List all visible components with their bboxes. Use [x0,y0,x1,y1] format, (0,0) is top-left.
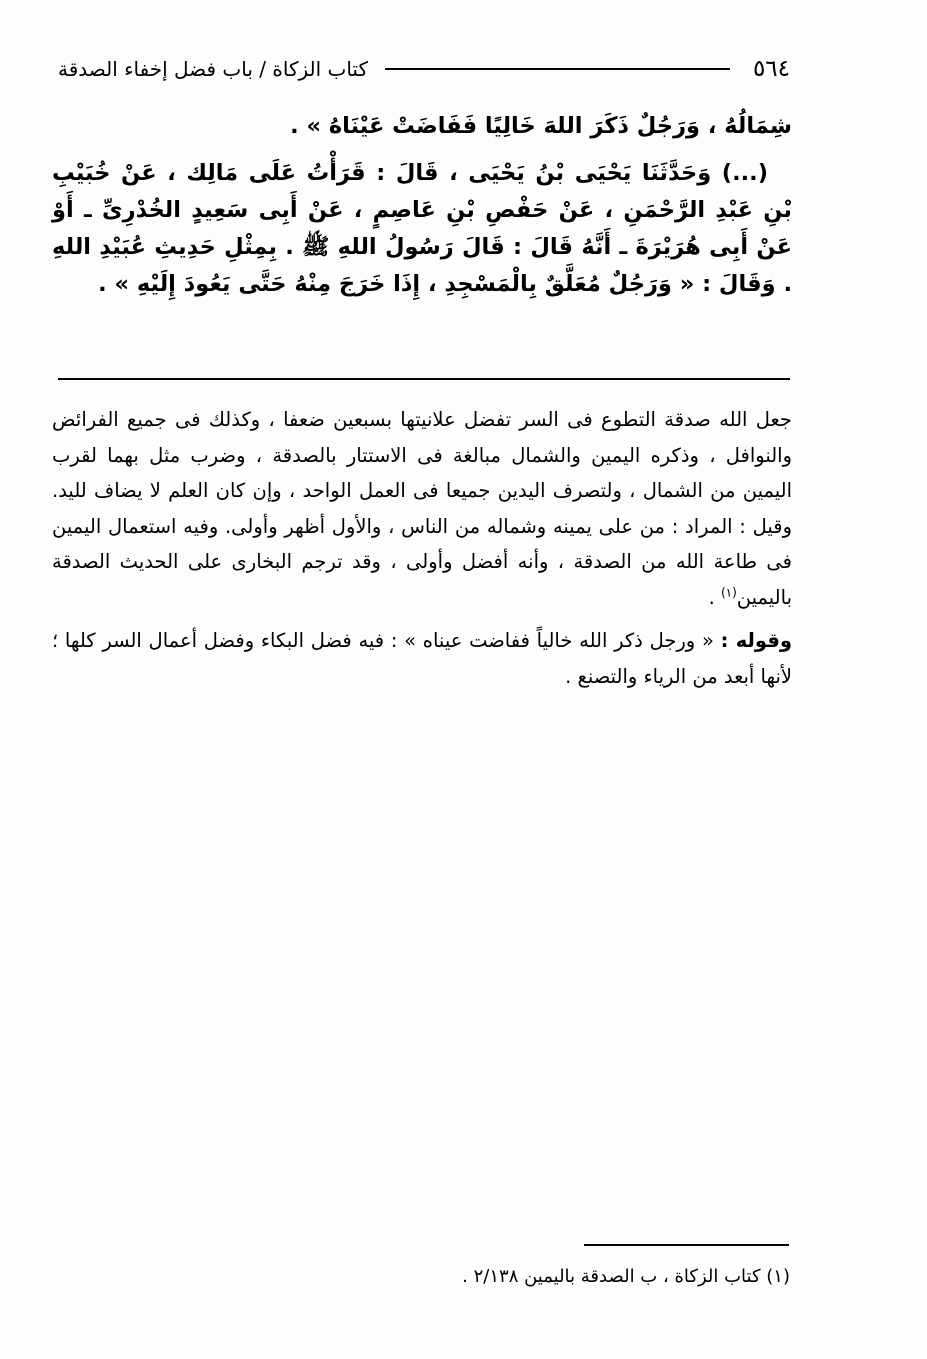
footnote: (١) كتاب الزكاة ، ب الصدقة باليمين ٢/١٣٨ . [462,1266,790,1287]
hadith-continuation: شِمَالُهُ ، وَرَجُلٌ ذَكَرَ اللهَ خَالِيًا فَفَاضَتْ عَيْنَاهُ » . [290,113,792,139]
commentary [52,402,792,702]
running-title: كتاب الزكاة / باب فضل إخفاء الصدقة [58,57,368,81]
hadith-text [52,108,792,313]
commentary-paragraph-end: . [708,585,721,609]
commentary-paragraph [52,623,792,694]
commentary-paragraph [52,402,792,615]
commentary-paragraph-text: « ورجل ذكر الله خالياً ففاضت عيناه » : فيه فضل البكاء وفضل أعمال السر كلها ؛ لأنها أبعد من الرياء والتصنع . [52,629,792,688]
commentary-paragraph-text: جعل الله صدقة التطوع فى السر تفضل علانيتها بسبعين ضعفا ، وكذلك فى جميع الفرائض والنوافل ، وذكره اليمين والشمال مبالغة فى الاستتار بالصدقة ، وضرب مثل بهما لقرب اليمين من الشمال ، ولتصرف اليدين جميعا فى العمل الواحد ، وإن كان العلم لا يضاف لليد. وقيل : المراد : من على يمينه وشماله من الناس ، والأول أظهر وأولى. وفيه استعمال اليمين فى طاعة الله من الصدقة ، وأنه أفضل وأولى ، وقد ترجم البخارى على الحديث الصدقة باليمين [52,408,792,609]
header-rule [385,68,730,70]
footnote-reference[interactable]: (١) [720,585,737,599]
hadith-paragraph: (...) وَحَدَّثَنَا يَحْيَى بْنُ يَحْيَى ، قَالَ : قَرَأْتُ عَلَى مَالِك ، عَنْ خُبَيْبِ بْنِ عَبْدِ الرَّحْمَنِ ، عَنْ حَفْصِ بْنِ عَاصِمٍ ، عَنْ أَبِى سَعِيدٍ الخُدْرِىِّ ـ أَوْ عَنْ أَبِى هُرَيْرَةَ ـ أَنَّهُ قَالَ : قَالَ رَسُولُ اللهِ ﷺ . بِمِثْلِ حَدِيثِ عُبَيْدِ اللهِ . وَقَالَ : « وَرَجُلٌ مُعَلَّقٌ بِالْمَسْجِدِ ، إِذَا خَرَجَ مِنْهُ حَتَّى يَعُودَ إِلَيْهِ » . [52,160,792,297]
page-number: ٥٦٤ [752,56,790,82]
footnote-divider [584,1244,789,1246]
page-header [58,52,790,88]
commentary-lead-term: وقوله : [720,629,792,652]
text-commentary-divider [58,378,790,380]
